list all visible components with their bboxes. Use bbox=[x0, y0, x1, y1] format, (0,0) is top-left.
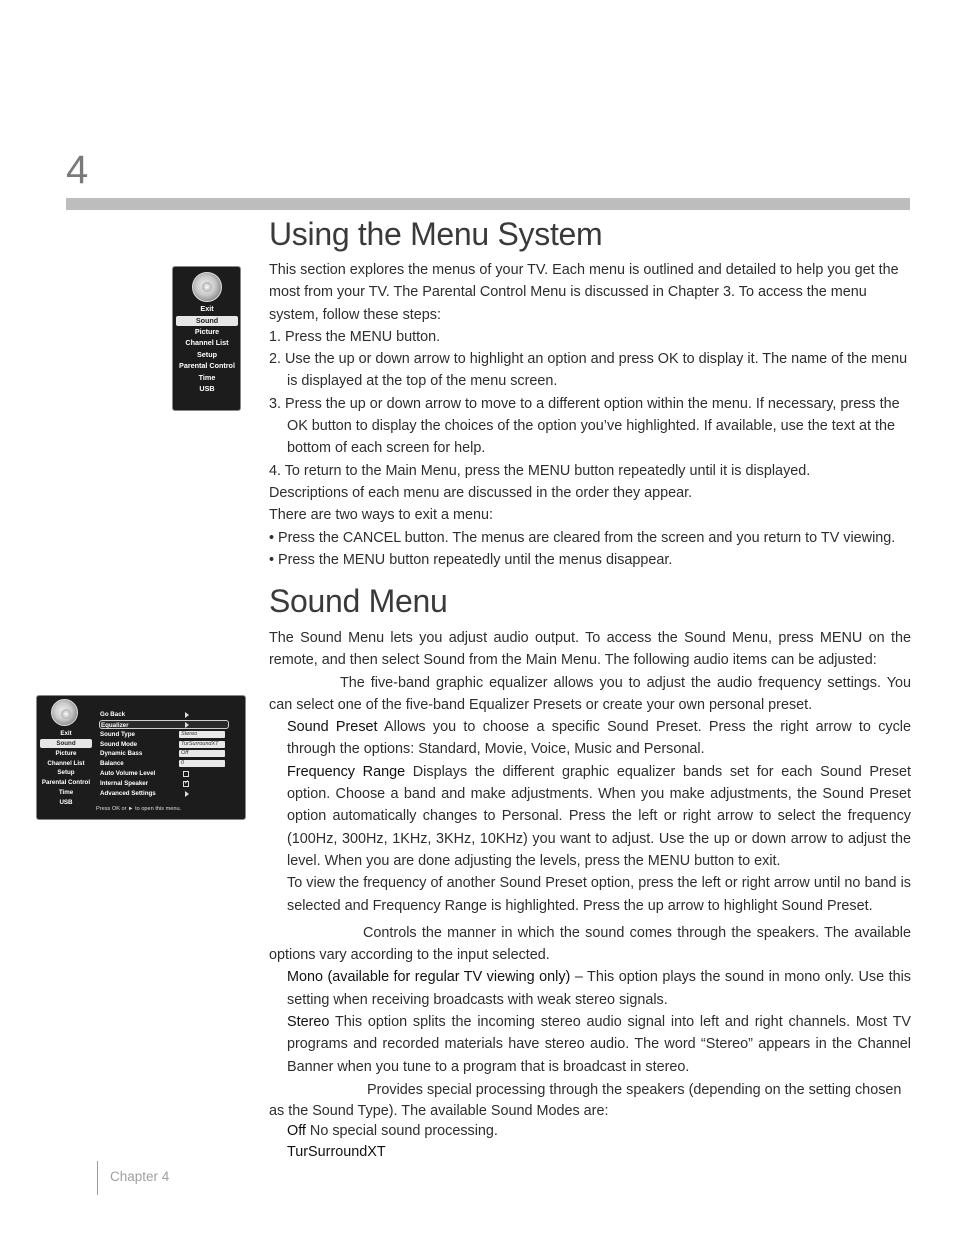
sound-preset-label: Sound Preset bbox=[287, 719, 378, 736]
chapter-number: 4 bbox=[66, 148, 89, 192]
sub-item-go-back: Go Back bbox=[100, 711, 126, 718]
sound-mode-body bbox=[269, 1080, 911, 1162]
off-paragraph bbox=[269, 1121, 911, 1142]
other-preset-paragraph: To view the frequency of another Sound Preset option, press the left or right arrow until no band is selected and Frequency Range is highlighted. Press the up arrow to highlight Sound Preset. bbox=[287, 875, 911, 914]
off-label: Off bbox=[287, 1123, 306, 1139]
frequency-range-desc: Displays the different graphic equalizer bands set for each Sound Preset option. Choose a band and make adjustments. When you make adjustments, the Sound Preset option automatically changes to Personal. Press the left or right arrow to select the frequency (100Hz, 300Hz, 1KHz, 3KHz, 10KHz) you want to adjust. Use the up or down arrow to adjust the level. When you are done adjusting the levels, press the MENU button to exit. bbox=[287, 763, 911, 869]
chevron-right-icon bbox=[185, 712, 189, 718]
exit-intro: There are two ways to exit a menu: bbox=[269, 507, 493, 524]
sound-menu-left-item: Time bbox=[58, 789, 74, 796]
main-menu-item-channel-list: Channel List bbox=[185, 338, 229, 347]
sub-item-sound-mode: Sound Mode bbox=[100, 741, 138, 748]
exit-bullet: • Press the MENU button repeatedly until the menus disappear. bbox=[269, 551, 673, 568]
sound-mode-description: Provides special processing through the speakers (depending on the setting chosen as the Sound Type). The available Sound Modes are: bbox=[269, 1082, 902, 1119]
sound-preset-paragraph bbox=[269, 716, 911, 761]
chevron-right-icon bbox=[185, 722, 189, 728]
mono-paragraph bbox=[269, 966, 911, 1011]
stereo-label: Stereo bbox=[287, 1014, 330, 1031]
step-item: 1. Press the MENU button. bbox=[269, 328, 441, 345]
off-desc: No special sound processing. bbox=[305, 1123, 498, 1139]
stereo-paragraph bbox=[269, 1011, 911, 1078]
chevron-right-icon bbox=[185, 791, 189, 797]
dynamic-bass-value: Off bbox=[179, 750, 225, 757]
main-menu-item-picture: Picture bbox=[194, 327, 220, 336]
sub-item-dynamic-bass: Dynamic Bass bbox=[100, 750, 143, 757]
sound-menu-left-item: Setup bbox=[57, 769, 75, 776]
sound-mode-value: TurSurroundXT bbox=[179, 741, 225, 748]
sound-type-value: Stereo bbox=[179, 731, 225, 738]
checkbox-internal-speaker bbox=[183, 781, 189, 787]
sound-menu-left-item-selected: Sound bbox=[40, 739, 92, 748]
equalizer-description: The five-band graphic equalizer allows you to adjust the audio frequency settings. You can select one of the five-band Equalizer Presets or create your own personal preset. bbox=[269, 674, 911, 713]
step-item: 4. To return to the Main Menu, press the MENU button repeatedly until it is displayed. bbox=[269, 462, 811, 479]
main-menu-item-time: Time bbox=[198, 373, 216, 382]
sound-menu-left-item: Parental Control bbox=[41, 779, 91, 786]
sound-menu-left-item: Channel List bbox=[47, 760, 85, 767]
sub-item-advanced-settings: Advanced Settings bbox=[100, 790, 156, 797]
main-menu-item-sound: Sound bbox=[176, 316, 238, 326]
frequency-range-paragraph bbox=[269, 761, 911, 872]
step-item: 2. Use the up or down arrow to highlight an option and press OK to display it. The name of the menu is displayed at the top of the menu screen. bbox=[269, 351, 908, 390]
balance-value: 0 bbox=[179, 760, 225, 767]
sound-intro: The Sound Menu lets you adjust audio output. To access the Sound Menu, press MENU on the remote, and then select Sound from the Main Menu. The following audio items can be adjusted: bbox=[269, 630, 911, 669]
descriptions-note: Descriptions of each menu are discussed in the order they appear. bbox=[269, 484, 693, 501]
footer-rule bbox=[97, 1161, 98, 1195]
main-menu-item-exit: Exit bbox=[200, 304, 214, 313]
sound-type-description: Controls the manner in which the sound comes through the speakers. The available options vary according to the input selected. bbox=[269, 924, 911, 964]
section2-body bbox=[269, 627, 911, 1078]
main-menu-item-usb: USB bbox=[199, 384, 215, 393]
intro-paragraph: This section explores the menus of your TV. Each menu is outlined and detailed to help you get the most from your TV. The Parental Control Menu is discussed in Chapter 3. To access the menu system, follow these steps: bbox=[269, 262, 899, 323]
sub-item-equalizer: Equalizer bbox=[99, 720, 229, 729]
sound-preset-desc: Allows you to choose a specific Sound Preset. Press the right arrow to cycle through the options: Standard, Movie, Voice, Music and Personal. bbox=[287, 719, 911, 758]
frequency-range-label: Frequency Range bbox=[287, 763, 406, 780]
tursurround-label: TurSurroundXT bbox=[287, 1143, 386, 1160]
sound-menu-left-item: Exit bbox=[60, 730, 72, 737]
sub-item-sound-type: Sound Type bbox=[100, 731, 135, 738]
speaker-icon bbox=[192, 272, 222, 302]
mono-label: Mono (available for regular TV viewing only) bbox=[287, 969, 571, 986]
mono-desc: – This option plays the sound in mono only. Use this setting when receiving broadcasts with weak stereo signals. bbox=[287, 969, 911, 1008]
sub-item-internal-speaker: Internal Speaker bbox=[100, 780, 149, 787]
section1-body bbox=[269, 259, 911, 571]
sub-item-auto-volume-level: Auto Volume Level bbox=[100, 770, 156, 777]
sound-menu-screenshot bbox=[36, 695, 246, 820]
menu-hint: Press OK or ► to open this menu. bbox=[96, 806, 182, 812]
stereo-desc: This option splits the incoming stereo audio signal into left and right channels. Most TV programs and recorded materials have stereo audio. The word “Stereo” appears in the Channel Banner when you tune to a program that is broadcast in stereo. bbox=[287, 1014, 911, 1075]
section-title-menu-system: Using the Menu System bbox=[269, 216, 603, 252]
checkbox-auto-volume bbox=[183, 771, 189, 777]
footer-chapter-label: Chapter 4 bbox=[110, 1169, 170, 1184]
main-menu-item-setup: Setup bbox=[197, 350, 217, 359]
sound-menu-left-item: Picture bbox=[55, 750, 77, 757]
chapter-rule bbox=[66, 198, 910, 210]
exit-bullet: • Press the CANCEL button. The menus are cleared from the screen and you return to TV viewing. bbox=[269, 529, 896, 546]
main-menu-item-parental-control: Parental Control bbox=[179, 361, 235, 370]
speaker-icon bbox=[51, 699, 78, 726]
sub-item-balance: Balance bbox=[100, 760, 124, 767]
step-item: 3. Press the up or down arrow to move to a different option within the menu. If necessary, press the OK button to display the choices of the option you’ve highlighted. If available, use the text at the bottom of each screen for help. bbox=[269, 395, 900, 457]
tursurround-paragraph bbox=[269, 1142, 911, 1163]
main-menu-screenshot bbox=[172, 266, 241, 411]
sound-menu-left-item: USB bbox=[59, 799, 73, 806]
section-title-sound-menu: Sound Menu bbox=[269, 583, 448, 619]
